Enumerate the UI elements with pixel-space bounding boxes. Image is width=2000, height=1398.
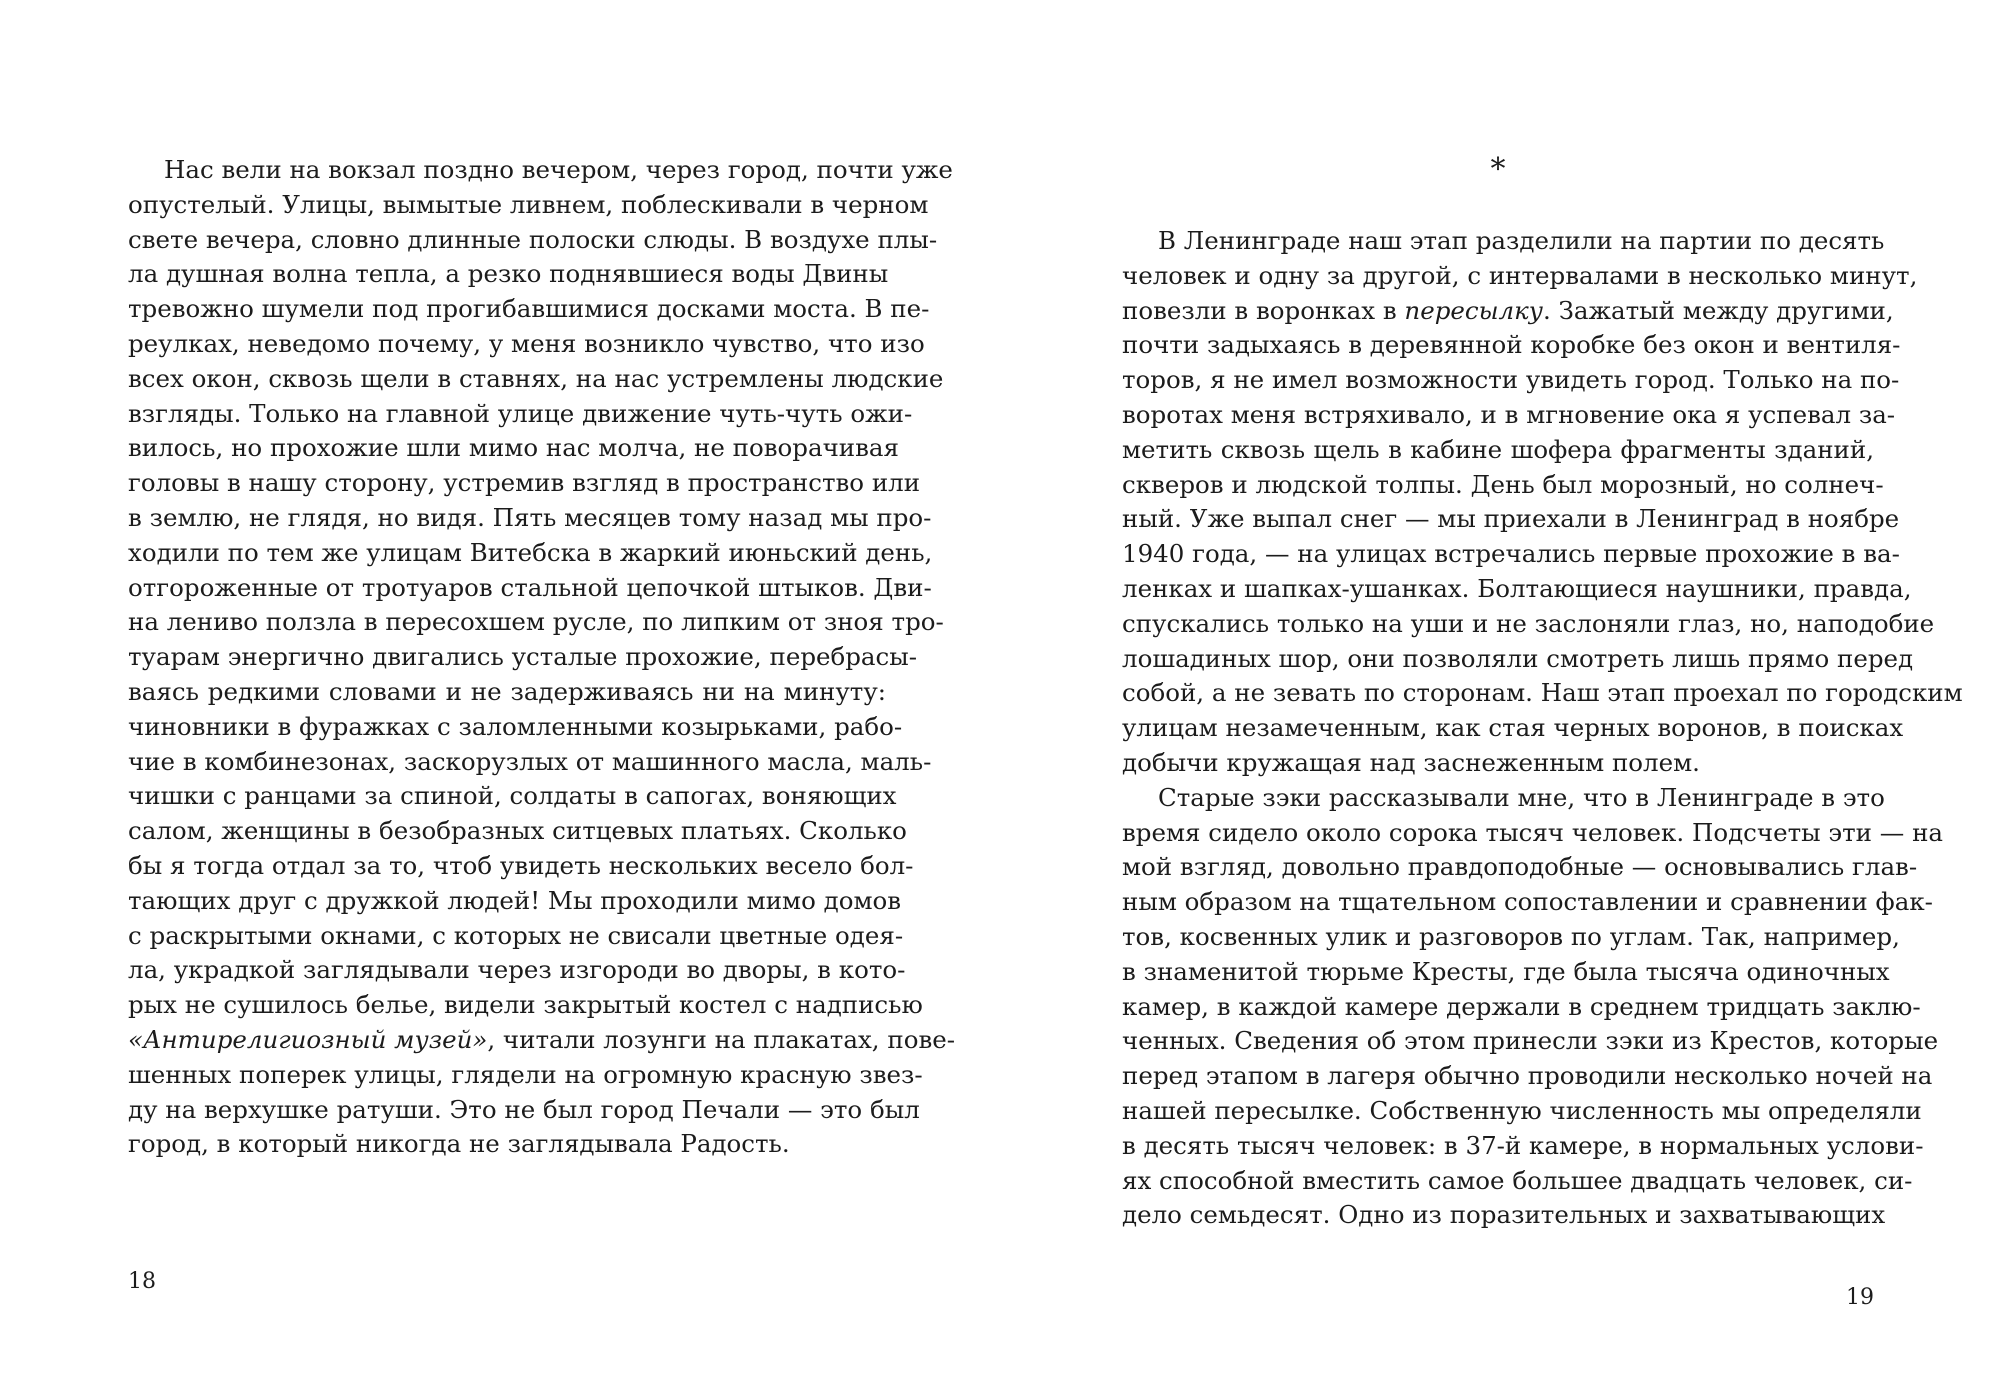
text-line: всех окон, сквозь щели в ставнях, на нас устремлены людские (128, 363, 944, 393)
text-line: свете вечера, словно длинные полоски слюды. В воздухе плы- (128, 224, 938, 254)
text-line: Старые зэки рассказывали мне, что в Ленинграде в это (1158, 782, 1885, 812)
text-line: реулках, неведомо почему, у меня возникло чувство, что изо (128, 328, 925, 358)
text-line: мой взгляд, довольно правдоподобные — основывались глав- (1122, 852, 1918, 882)
page-number: 18 (128, 1269, 156, 1294)
text-line: добычи кружащая над заснеженным полем. (1122, 747, 1700, 777)
page-number: 19 (1846, 1285, 1874, 1310)
text-line: торов, я не имел возможности увидеть город. Только на по- (1122, 365, 1900, 395)
text-line: рых не сушилось белье, видели закрытый костел с надписью (128, 990, 923, 1020)
section-break-asterisk: * (1490, 152, 1506, 187)
text-line: тревожно шумели под прогибавшимися досками моста. В пе- (128, 294, 930, 324)
text-line: ченных. Сведения об этом принесли зэки из Крестов, которые (1122, 1026, 1939, 1056)
text-line: в десять тысяч человек: в 37-й камере, в нормальных услови- (1122, 1130, 1924, 1160)
text-line: ный. Уже выпал снег — мы приехали в Ленинград в ноябре (1122, 504, 1900, 534)
text-line: ходили по тем же улицам Витебска в жаркий июньский день, (128, 537, 933, 567)
text-line: город, в который никогда не заглядывала Радость. (128, 1129, 790, 1159)
text-line: чишки с ранцами за спиной, солдаты в сапогах, воняющих (128, 781, 897, 811)
text-line: почти задыхаясь в деревянной коробке без окон и вентиля- (1122, 330, 1901, 360)
text-line: головы в нашу сторону, устремив взгляд в пространство или (128, 468, 921, 498)
right-page-text (1122, 224, 1963, 1233)
text-line: чиновники в фуражках с заломленными козырьками, рабо- (128, 711, 903, 741)
text-line: камер, в каждой камере держали в среднем тридцать заклю- (1122, 991, 1921, 1021)
text-line: опустелый. Улицы, вымытые ливнем, поблескивали в черном (128, 189, 929, 219)
right-page (1000, 0, 2000, 1398)
text-line: улицам незамеченным, как стая черных воронов, в поисках (1122, 713, 1904, 743)
text-line: ла, украдкой заглядывали через изгороди во дворы, в кото- (128, 955, 906, 985)
text-line: отгороженные от тротуаров стальной цепочкой штыков. Дви- (128, 572, 932, 602)
text-line: ла душная волна тепла, а резко поднявшиеся воды Двины (128, 259, 889, 289)
text-line: ленках и шапках-ушанках. Болтающиеся наушники, правда, (1122, 573, 1912, 603)
text-line: перед этапом в лагеря обычно проводили несколько ночей на (1122, 1061, 1933, 1091)
text-line: В Ленинграде наш этап разделили на партии по десять (1158, 226, 1885, 255)
text-line: «Антирелигиозный музей», читали лозунги на плакатах, пове- (128, 1024, 956, 1054)
text-line: нашей пересылке. Собственную численность мы определяли (1122, 1095, 1922, 1125)
text-line: воротах меня встряхивало, и в мгновение ока я успевал за- (1122, 399, 1896, 429)
left-page-text (128, 153, 956, 1162)
text-line: повезли в воронках в пересылку. Зажатый между другими, (1122, 295, 1894, 325)
text-line: собой, а не зевать по сторонам. Наш этап проехал по городским (1122, 678, 1963, 708)
text-line: взгляды. Только на главной улице движение чуть-чуть ожи- (128, 398, 913, 428)
text-line: скверов и людской толпы. День был морозный, но солнеч- (1122, 469, 1884, 499)
text-line: салом, женщины в безобразных ситцевых платьях. Сколько (128, 816, 907, 846)
text-line: в знаменитой тюрьме Кресты, где была тысяча одиночных (1122, 956, 1890, 986)
italic-phrase: пересылку (1404, 295, 1543, 325)
text-line: ным образом на тщательном сопоставлении и сравнении фак- (1122, 887, 1933, 917)
text-line: человек и одну за другой, с интервалами в несколько минут, (1122, 260, 1918, 290)
text-line: Нас вели на вокзал поздно вечером, через город, почти уже (164, 155, 953, 184)
text-line: 1940 года, — на улицах встречались первые прохожие в ва- (1122, 539, 1900, 569)
text-line: шенных поперек улицы, глядели на огромную красную звез- (128, 1059, 923, 1089)
text-line: тов, косвенных улик и разговоров по углам. Так, например, (1122, 921, 1900, 951)
text-line: вилось, но прохожие шли мимо нас молча, не поворачивая (128, 433, 899, 463)
text-line: в землю, не глядя, но видя. Пять месяцев тому назад мы про- (128, 502, 932, 532)
text-line: бы я тогда отдал за то, чтоб увидеть нескольких весело бол- (128, 850, 914, 880)
text-line: туарам энергично двигались усталые прохожие, перебрасы- (128, 642, 918, 672)
text-line: тающих друг с дружкой людей! Мы проходили мимо домов (128, 885, 902, 915)
text-line: ях способной вместить самое большее двадцать человек, си- (1122, 1165, 1913, 1195)
text-line: ду на верхушке ратуши. Это не был город Печали — это был (128, 1094, 920, 1124)
text-line: спускались только на уши и не заслоняли глаз, но, наподобие (1122, 608, 1935, 638)
text-line: время сидело около сорока тысяч человек. Подсчеты эти — на (1122, 817, 1944, 847)
text-line: лошадиных шор, они позволяли смотреть лишь прямо перед (1122, 643, 1914, 673)
italic-phrase: «Антирелигиозный музей» (128, 1024, 488, 1054)
text-line: на лениво ползла в пересохшем русле, по липким от зноя тро- (128, 607, 944, 637)
text-line: чие в комбинезонах, заскорузлых от машинного масла, маль- (128, 746, 932, 776)
text-line: дело семьдесят. Одно из поразительных и захватывающих (1122, 1200, 1886, 1230)
text-line: ваясь редкими словами и не задерживаясь ни на минуту: (128, 676, 886, 706)
text-line: с раскрытыми окнами, с которых не свисали цветные одея- (128, 920, 904, 950)
text-line: метить сквозь щель в кабине шофера фрагменты зданий, (1122, 434, 1874, 464)
